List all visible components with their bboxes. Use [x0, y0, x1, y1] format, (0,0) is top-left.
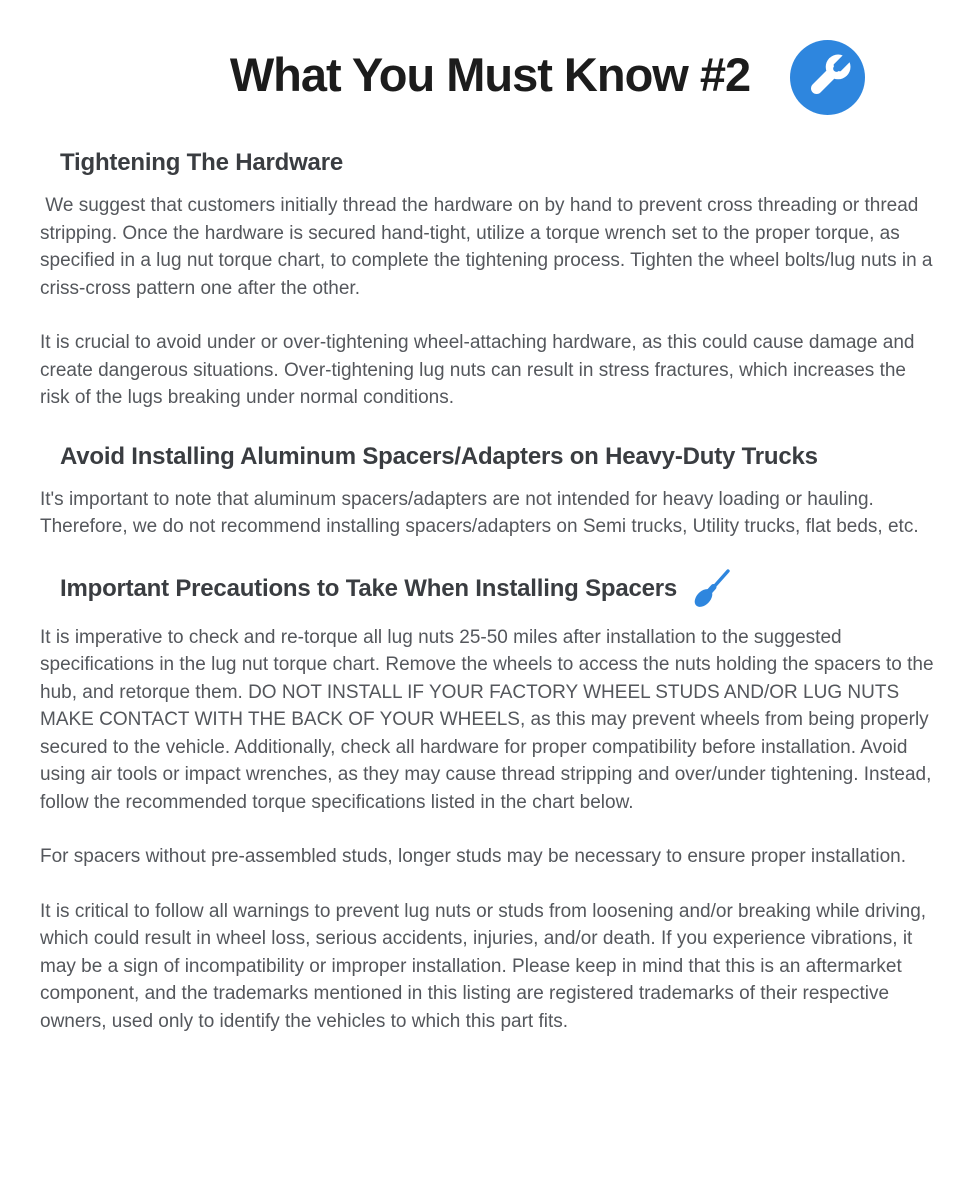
paragraph-warnings: It is critical to follow all warnings to prevent lug nuts or studs from loosening and/or breaking while driving, which could result in wheel loss, serious accidents, injuries, and/or death. If you experience vibrations, it may be a sign of incompatibility or improper installation. Please keep in mind that this is an aftermarket component, and the trademarks mentioned in this listing are registered trademarks of their respective owners, used only to identify the vehicles to which this part fits.: [40, 900, 932, 1032]
precautions-heading-row: [40, 569, 940, 609]
section-heading-precautions: Important Precautions to Take When Installing Spacers: [60, 575, 678, 602]
screwdriver-icon: [693, 565, 733, 609]
page-header: [40, 0, 940, 130]
paragraph-retorque: It is imperative to check and re-torque all lug nuts 25-50 miles after installation to the suggested specifications in the lug nut torque chart. Remove the wheels to access the nuts holding the spacers to the hub, and retorque them. DO NOT INSTALL IF YOUR FACTORY WHEEL STUDS AND/OR LUG NUTS MAKE CONTACT WITH THE BACK OF YOUR WHEELS, as this may prevent wheels from being properly secured to the vehicle. Additionally, check all hardware for proper compatibility before installation. Avoid using air tools or impact wrenches, as they may cause thread stripping and over/under tightening. Instead, follow the recommended torque specifications listed in the chart below.: [40, 626, 939, 813]
paragraph-over-tightening: It is crucial to avoid under or over-tightening wheel-attaching hardware, as this could cause damage and create dangerous situations. Over-tightening lug nuts can result in stress fractures, which increases the risk of the lugs breaking under normal conditions.: [40, 332, 920, 408]
paragraph-longer-studs: For spacers without pre-assembled studs, longer studs may be necessary to ensure proper installation.: [40, 846, 906, 867]
section-heading-aluminum: Avoid Installing Aluminum Spacers/Adapters on Heavy-Duty Trucks: [60, 442, 818, 470]
section-aluminum-spacers: [40, 442, 940, 541]
section-precautions: [40, 569, 940, 1036]
page-title: What You Must Know #2: [229, 48, 751, 101]
paragraph-heavy-duty: It's important to note that aluminum spacers/adapters are not intended for heavy loading or hauling. Therefore, we do not recommend installing spacers/adapters on Semi trucks, Utility trucks, flat beds, etc.: [40, 488, 919, 537]
section-tightening-hardware: [40, 148, 940, 412]
wrench-icon: [790, 40, 865, 115]
section-heading-tightening: Tightening The Hardware: [60, 149, 343, 176]
paragraph-hand-tighten: We suggest that customers initially thread the hardware on by hand to prevent cross threading or thread stripping. Once the hardware is secured hand-tight, utilize a torque wrench set to the proper torque, as specified in a lug nut torque chart, to complete the tightening process. Tighten the wheel bolts/lug nuts in a criss-cross pattern one after the other.: [40, 195, 938, 299]
